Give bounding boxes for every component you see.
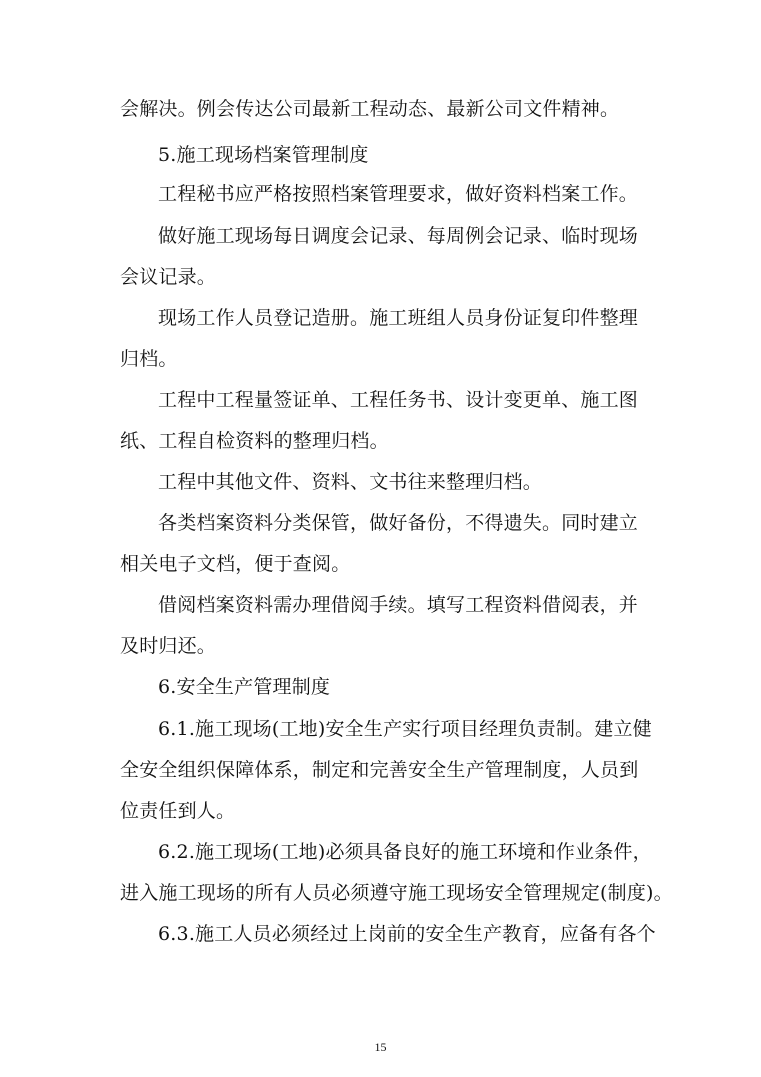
text-line: 位责任到人。 [120,800,236,822]
text-line: 做好施工现场每日调度会记录、每周例会记录、临时现场 [158,225,639,247]
section-heading: 5.施工现场档案管理制度 [158,144,369,166]
text-line: 借阅档案资料需办理借阅手续。填写工程资料借阅表，并 [158,594,639,616]
section-heading: 6.安全生产管理制度 [158,676,331,698]
text-line: 进入施工现场的所有人员必须遵守施工现场安全管理规定(制度)。 [120,882,673,904]
page-number: 15 [374,1040,387,1054]
text-line: 工程中其他文件、资料、文书往来整理归档。 [158,471,543,493]
text-line: 现场工作人员登记造册。施工班组人员身份证复印件整理 [158,307,639,329]
text-line: 纸、工程自检资料的整理归档。 [120,430,389,452]
text-line: 会解决。例会传达公司最新工程动态、最新公司文件精神。 [120,98,620,120]
text-line: 全安全组织保障体系，制定和完善安全生产管理制度，人员到 [120,759,639,781]
text-line: 工程中工程量签证单、工程任务书、设计变更单、施工图 [158,389,639,411]
text-line: 6.1.施工现场(工地)安全生产实行项目经理负责制。建立健 [158,718,652,740]
text-line: 6.3.施工人员必须经过上岗前的安全生产教育，应备有各个 [158,923,656,945]
text-line: 归档。 [120,348,178,370]
text-line: 各类档案资料分类保管，做好备份，不得遗失。同时建立 [158,512,639,534]
text-line: 工程秘书应严格按照档案管理要求，做好资料档案工作。 [158,183,639,205]
text-line: 6.2.施工现场(工地)必须具备良好的施工环境和作业条件， [158,841,652,863]
text-line: 相关电子文档，便于查阅。 [120,553,351,575]
text-line: 及时归还。 [120,635,217,657]
text-line: 会议记录。 [120,266,217,288]
